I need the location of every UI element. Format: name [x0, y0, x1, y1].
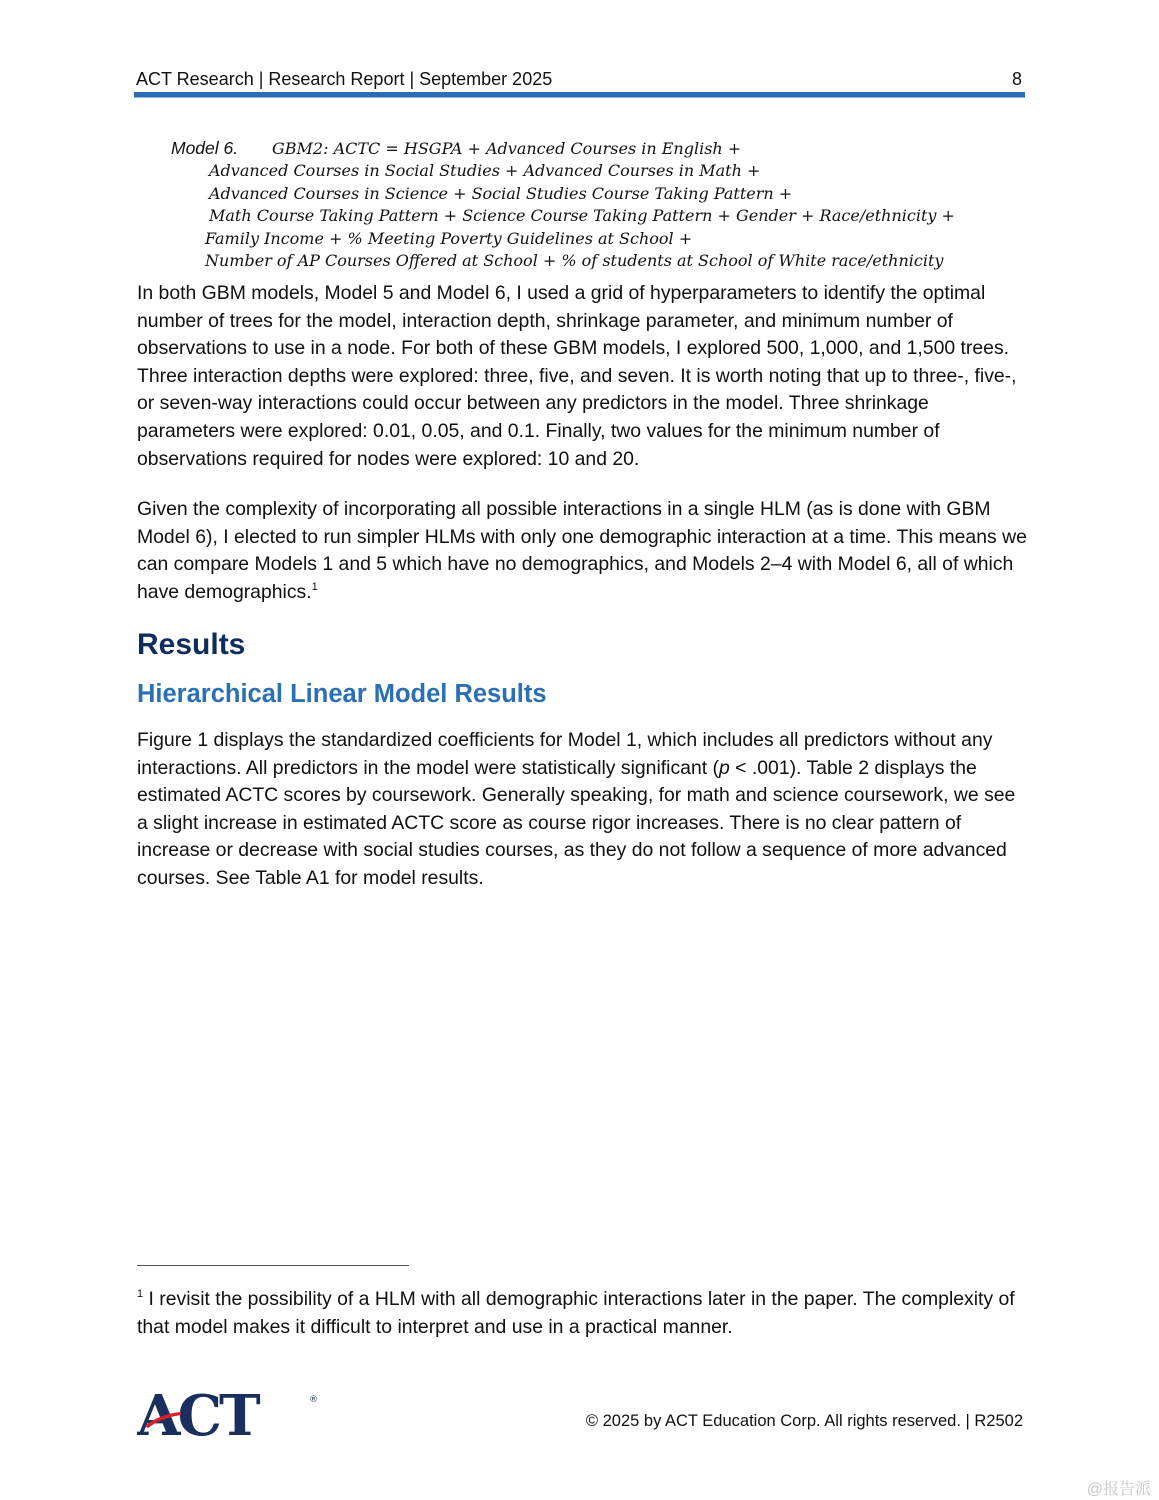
header-rule [134, 92, 1025, 98]
paragraph-text: < .001). Table 2 displays the estimated ACTC scores by coursework. Generally speaking, for math and science coursework, we see a slight increase in estimated ACTC score as course rigor increases. There is no clear pattern of increase or decrease with social studies courses, as they do not follow a sequence of more advanced courses. See Table A1 for model results. [137, 756, 1016, 889]
registered-mark: ® [309, 1395, 318, 1405]
footnote-ref[interactable]: 1 [311, 580, 318, 593]
paragraph-hlm-interactions [137, 496, 1027, 606]
paragraph-text: Figure 1 displays the standardized coefficients for Model 1, which includes all predictors without any interactions. All predictors in the model were statistically significant ( [137, 729, 993, 779]
equation-line: Advanced Courses in Social Studies + Advanced Courses in Math + [209, 161, 761, 181]
act-logo-icon [137, 1390, 327, 1440]
p-value-symbol: p [718, 756, 730, 779]
equation-line [171, 137, 1031, 160]
equation-label: Model 6. [171, 138, 239, 158]
footnote-separator [137, 1265, 409, 1266]
equation-line: Advanced Courses in Science + Social Studies Course Taking Pattern + [209, 183, 793, 203]
subsection-heading-hlm-results: Hierarchical Linear Model Results [137, 680, 547, 708]
running-title: ACT Research | Research Report | September 2025 [136, 69, 553, 89]
footnote-text: I revisit the possibility of a HLM with all demographic interactions later in the paper. The complexity of that model makes it difficult to interpret and use in a practical manner. [137, 1288, 1015, 1338]
running-header [136, 68, 1024, 90]
equation-line-text: GBM2: ACTC = HSGPA + Advanced Courses in English + [272, 139, 742, 158]
equation-line: Math Course Taking Pattern + Science Course Taking Pattern + Gender + Race/ethnicity + [209, 206, 955, 226]
footnote [137, 1286, 1027, 1341]
footnote-marker: 1 [137, 1288, 144, 1300]
act-logo [137, 1390, 327, 1440]
paragraph-hlm-results [137, 727, 1027, 893]
watermark: @报告派 [1086, 1481, 1151, 1498]
equation-line: Family Income + % Meeting Poverty Guidelines at School + [205, 228, 693, 248]
page-number: 8 [1011, 69, 1022, 89]
paragraph-text: Given the complexity of incorporating all possible interactions in a single HLM (as is done with GBM Model 6), I elected to run simpler HLMs with only one demographic interaction at a time. This means we can compare Models 1 and 5 which have no demographics, and Models 2–4 with Model 6, all of which have demographics. [137, 498, 1027, 603]
model-6-equation [171, 137, 1031, 272]
copyright-notice: © 2025 by ACT Education Corp. All rights reserved. | R2502 [585, 1412, 1023, 1430]
section-heading-results: Results [137, 628, 246, 661]
equation-line: Number of AP Courses Offered at School + % of students at School of White race/ethnicity [205, 251, 944, 271]
logo-text: ACT [137, 1390, 258, 1440]
paragraph-gbm-hyperparameters: In both GBM models, Model 5 and Model 6, I used a grid of hyperparameters to identify the optimal number of trees for the model, interaction depth, shrinkage parameter, and minimum number of observations to use in a node. For both of these GBM models, I explored 500, 1,000, and 1,500 trees. Three interaction depths were explored: three, five, and seven. It is worth noting that up to three-, five-, or seven-way interactions could occur between any predictors in the model. Three shrinkage parameters were explored: 0.01, 0.05, and 0.1. Finally, two values for the minimum number of observations required for nodes were explored: 10 and 20. [137, 282, 1017, 470]
